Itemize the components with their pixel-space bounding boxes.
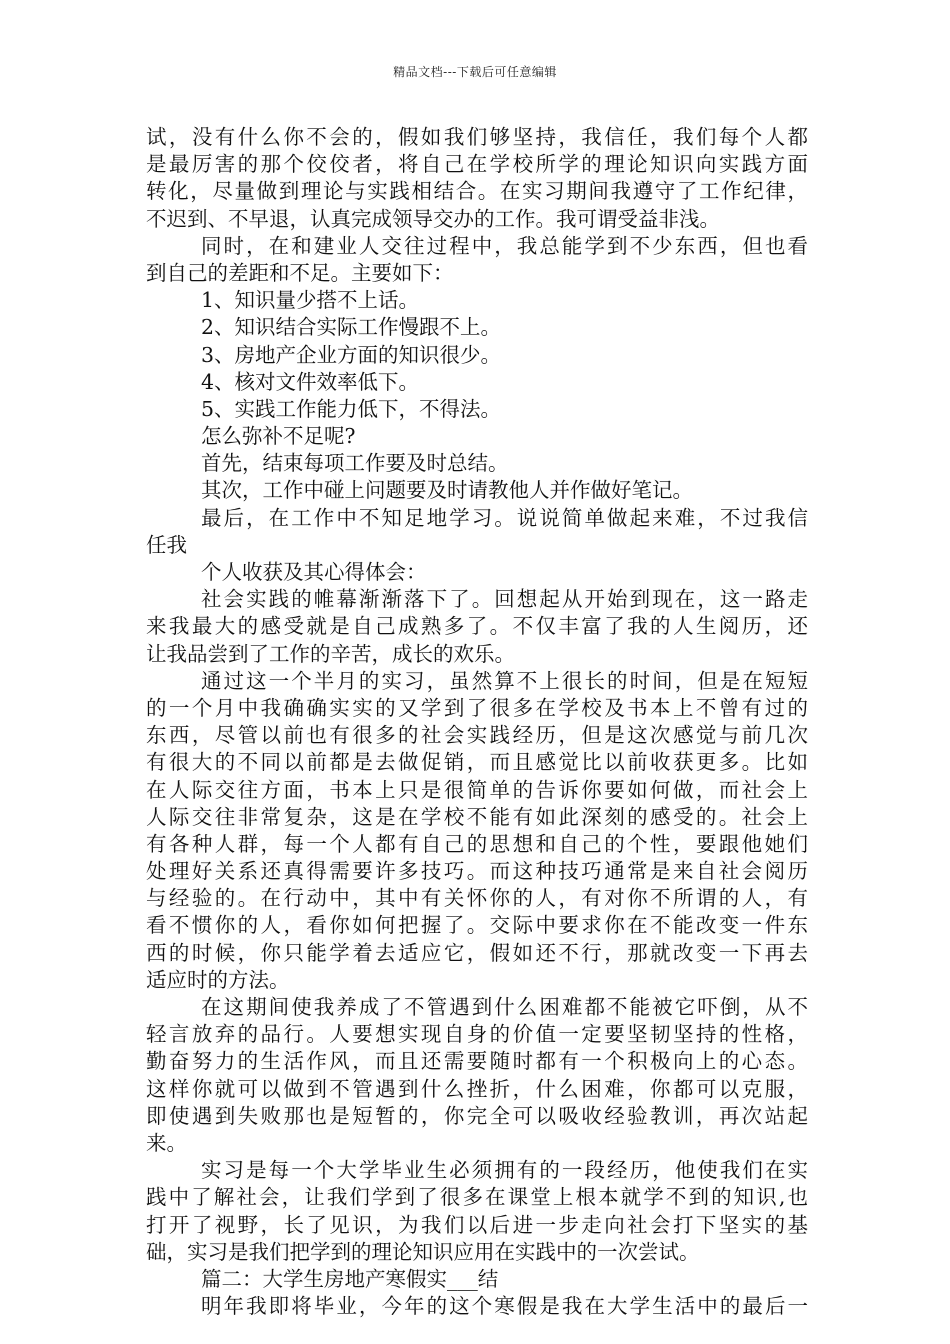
text-line: 来。 bbox=[146, 1130, 187, 1155]
text-line: 有各种人群，每一个人都有自己的思想和自己的个性，要跟他她们 bbox=[146, 831, 808, 856]
text-line: 试，没有什么你不会的，假如我们够坚持，我信任，我们每个人都 bbox=[146, 125, 808, 149]
text-line: 怎么弥补不足呢? bbox=[201, 424, 356, 449]
text-line: 打开了视野，长了见识，为我们以后进一步走向社会打下坚实的基 bbox=[146, 1212, 808, 1237]
paragraph bbox=[146, 477, 808, 504]
text-line: 践中了解社会，让我们学到了很多在课堂上根本就学不到的知识,也 bbox=[146, 1185, 808, 1210]
text-line: 任我 bbox=[146, 532, 187, 557]
text-line: 在人际交往方面，书本上只是很简单的告诉你要如何做，而社会上 bbox=[146, 777, 808, 802]
text-line: 西的时候，你只能学着去适应它，假如还不行，那就改变一下再去 bbox=[146, 940, 808, 965]
paragraph bbox=[146, 668, 808, 994]
text-line: 在这期间使我养成了不管遇到什么困难都不能被它吓倒，从不 bbox=[201, 995, 808, 1019]
text-line: 不迟到、不早退，认真完成领导交办的工作。我可谓受益非浅。 bbox=[146, 206, 720, 231]
text-line: 4、核对文件效率低下。 bbox=[201, 369, 420, 394]
paragraph bbox=[146, 124, 808, 233]
text-line: 即使遇到失败那也是短暂的，你完全可以吸收经验教训，再次站起 bbox=[146, 1103, 808, 1128]
text-line: 转化，尽量做到理论与实践相结合。在实习期间我遵守了工作纪律， bbox=[146, 179, 808, 204]
paragraph bbox=[146, 1157, 808, 1266]
text-line: 础，实习是我们把学到的理论知识应用在实践中的一次尝试。 bbox=[146, 1239, 700, 1264]
paragraph bbox=[146, 314, 808, 341]
text-line: 这样你就可以做到不管遇到什么挫折，什么困难，你都可以克服， bbox=[146, 1076, 808, 1101]
text-line: 是最厉害的那个佼佼者，将自己在学校所学的理论知识向实践方面 bbox=[146, 152, 808, 177]
paragraph bbox=[146, 559, 808, 586]
paragraph bbox=[146, 505, 808, 559]
paragraph bbox=[146, 342, 808, 369]
text-line: 来我最大的感受就是自己成熟多了。不仅丰富了我的人生阅历，还 bbox=[146, 614, 808, 639]
text-line: 5、实践工作能力低下，不得法。 bbox=[201, 396, 502, 421]
text-line: 其次，工作中碰上问题要及时请教他人并作做好笔记。 bbox=[201, 478, 693, 503]
text-line: 勤奋努力的生活作风，而且还需要随时都有一个积极向上的心态。 bbox=[146, 1049, 808, 1074]
text-line: 看不惯你的人，看你如何把握了。交际中要求你在不能改变一件东 bbox=[146, 913, 808, 938]
text-line: 个人收获及其心得体会： bbox=[201, 560, 427, 584]
text-line: 最后，在工作中不知足地学习。说说简单做起来难，不过我信 bbox=[201, 505, 808, 530]
text-line: 轻言放弃的品行。人要想实现自身的价值一定要坚韧坚持的性格， bbox=[146, 1022, 808, 1047]
paragraph bbox=[146, 994, 808, 1157]
text-line: 社会实践的帷幕渐渐落下了。回想起从开始到现在，这一路走 bbox=[201, 587, 808, 612]
document-body bbox=[146, 124, 808, 1320]
text-line: 与经验的。在行动中，其中有关怀你的人，有对你不所谓的人，有 bbox=[146, 886, 808, 911]
text-line: 有很大的不同以前都是去做促销，而且感觉比以前收获更多。比如 bbox=[146, 750, 808, 775]
text-line: 适应时的方法。 bbox=[146, 967, 290, 992]
paragraph bbox=[146, 450, 808, 477]
text-line: 人际交往非常复杂，这是在学校不能有如此深刻的感受的。社会上 bbox=[146, 804, 808, 829]
text-line: 东西，尽管以前也有很多的社会实践经历，但是这次感觉与前几次 bbox=[146, 723, 808, 748]
paragraph bbox=[146, 287, 808, 314]
paragraph bbox=[146, 369, 808, 396]
text-line: 让我品尝到了工作的辛苦，成长的欢乐。 bbox=[146, 641, 515, 666]
text-line: 3、房地产企业方面的知识很少。 bbox=[201, 342, 502, 367]
paragraph bbox=[146, 423, 808, 450]
text-line: 明年我即将毕业，今年的这个寒假是我在大学生活中的最后一 bbox=[201, 1294, 808, 1319]
paragraph bbox=[146, 233, 808, 287]
text-line: 通过这一个半月的实习，虽然算不上很长的时间，但是在短短 bbox=[201, 668, 808, 693]
text-line: 2、知识结合实际工作慢跟不上。 bbox=[201, 315, 502, 340]
text-line: 处理好关系还真得需要许多技巧。而这种技巧通常是来自社会阅历 bbox=[146, 859, 808, 884]
text-line: 1、知识量少搭不上话。 bbox=[201, 288, 420, 313]
paragraph bbox=[146, 1266, 808, 1293]
paragraph bbox=[146, 396, 808, 423]
text-line: 同时，在和建业人交往过程中，我总能学到不少东西，但也看 bbox=[201, 233, 808, 258]
text-line: 实习是每一个大学毕业生必须拥有的一段经历，他使我们在实 bbox=[201, 1158, 808, 1183]
text-line: 到自己的差距和不足。主要如下： bbox=[146, 260, 454, 285]
text-line: 首先，结束每项工作要及时总结。 bbox=[201, 451, 509, 476]
paragraph bbox=[146, 586, 808, 668]
page-header: 精品文档---下载后可任意编辑 bbox=[393, 65, 557, 79]
paragraph bbox=[146, 1293, 808, 1320]
text-line: 的一个月中我确确实实的又学到了很多在学校及书本上不曾有过的 bbox=[146, 695, 808, 720]
text-line: 篇二：大学生房地产寒假实___结 bbox=[201, 1266, 499, 1291]
